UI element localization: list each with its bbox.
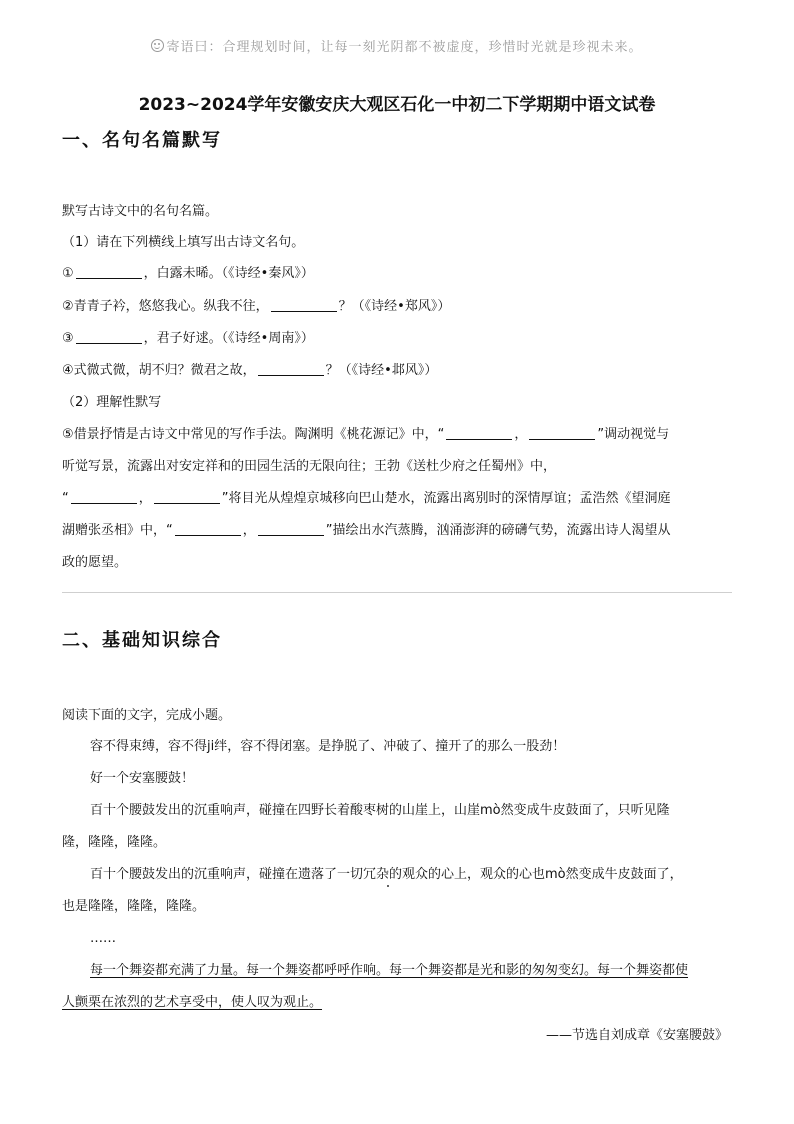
question-5-line-2: 听觉写景，流露出对安定祥和的田园生活的无限向往；王勃《送杜少府之任蜀州》中， — [62, 459, 557, 474]
answer-blank[interactable] — [258, 522, 324, 536]
passage-paragraph-3: 百十个腰鼓发出的沉重响声，碰撞在四野长着酸枣树的山崖上，山崖mò然变成牛皮鼓面了，只听见隆 — [90, 803, 670, 818]
answer-blank[interactable] — [71, 490, 137, 504]
q5-comma: ， — [138, 491, 152, 506]
passage-paragraph-4-cont: 也是隆隆，隆隆，隆隆。 — [62, 899, 206, 914]
q5-text: ⑤借景抒情是古诗文中常见的写作手法。陶渊明《桃花源记》中，“ — [62, 427, 445, 442]
passage-paragraph-1: 容不得束缚，容不得ji绊，容不得闭塞。是挣脱了、冲破了、撞开了的那么一股劲！ — [90, 739, 566, 754]
question-2 — [62, 297, 732, 317]
answer-blank[interactable] — [175, 522, 241, 536]
section-divider — [62, 592, 732, 593]
q5-text: 湖赠张丞相》中，“ — [62, 523, 173, 538]
passage-paragraph-3-cont: 隆，隆隆，隆隆。 — [62, 835, 167, 850]
q1-number: ① — [62, 266, 74, 281]
q5-text: ”调动视觉与 — [597, 427, 670, 442]
q5-comma: ， — [242, 523, 256, 538]
answer-blank[interactable] — [76, 265, 142, 279]
q4-text: ④式微式微，胡不归？微君之故， — [62, 363, 256, 378]
part2-instruction: （2）理解性默写 — [62, 395, 162, 410]
q5-text: ”描绘出水汽蒸腾，汹涌澎湃的磅礴气势，流露出诗人渴望从 — [325, 523, 671, 538]
question-1 — [62, 264, 732, 284]
q2-text: ②青青子衿，悠悠我心。纵我不往， — [62, 299, 269, 314]
question-5-line-3 — [62, 489, 732, 509]
q5-text: ”将目光从煌煌京城移向巴山楚水，流露出离别时的深情厚谊；孟浩然《望洞庭 — [221, 491, 671, 506]
question-4 — [62, 361, 732, 381]
q3-text: ，君子好逑。（《诗经•周南》） — [143, 331, 314, 346]
q1-text: ，白露未晞。（《诗经•秦风》） — [143, 266, 314, 281]
page-title: 2023~2024学年安徽安庆大观区石化一中初二下学期期中语文试卷 — [138, 95, 656, 115]
answer-blank[interactable] — [271, 298, 337, 312]
answer-blank[interactable] — [446, 426, 512, 440]
q3-number: ③ — [62, 331, 74, 346]
q5-quote: “ — [62, 491, 69, 506]
answer-blank[interactable] — [529, 426, 595, 440]
passage-source: ——节选自刘成章《安塞腰鼓》 — [545, 1028, 728, 1043]
section1-heading: 一、名句名篇默写 — [62, 130, 222, 151]
question-5-line-1 — [62, 425, 732, 445]
answer-blank[interactable] — [76, 330, 142, 344]
q5-comma: ， — [514, 427, 528, 442]
passage-paragraph-4: 百十个腰鼓发出的沉重响声，碰撞在遗落了一切冗杂的观众的心上，观众的心也mò然变成牛皮鼓面了， — [90, 867, 683, 882]
passage-paragraph-2: 好一个安塞腰鼓！ — [90, 771, 195, 786]
question-5-line-5: 政的愿望。 — [62, 555, 128, 570]
question-3 — [62, 329, 732, 349]
passage-paragraph-5-cont — [62, 993, 732, 1013]
header-motto — [0, 36, 794, 55]
part1-instruction: （1）请在下列横线上填写出古诗文名句。 — [62, 235, 305, 250]
motto-text: 寄语曰：合理规划时间，让每一刻光阴都不被虚度，珍惜时光就是珍视未来。 — [166, 40, 643, 55]
passage-ellipsis: …… — [90, 931, 116, 946]
q4-source: ？（《诗经•邶风》） — [325, 363, 438, 378]
section1-intro: 默写古诗文中的名句名篇。 — [62, 204, 219, 219]
question-5-line-4 — [62, 521, 732, 541]
section2-heading: 二、基础知识综合 — [62, 630, 222, 651]
q2-source: ？（《诗经•郑风》） — [338, 299, 451, 314]
smile-icon — [151, 39, 164, 52]
answer-blank[interactable] — [258, 362, 324, 376]
answer-blank[interactable] — [154, 490, 220, 504]
underlined-text: 人颤栗在浓烈的艺术享受中，使人叹为观止。 — [62, 995, 323, 1010]
underlined-text: 每一个舞姿都充满了力量。每一个舞姿都呼呼作响。每一个舞姿都是光和影的匆匆变幻。每一个舞姿都使 — [90, 963, 689, 978]
emphasis-dot — [387, 885, 389, 887]
section2-intro: 阅读下面的文字，完成小题。 — [62, 708, 232, 723]
passage-paragraph-5 — [90, 961, 760, 981]
